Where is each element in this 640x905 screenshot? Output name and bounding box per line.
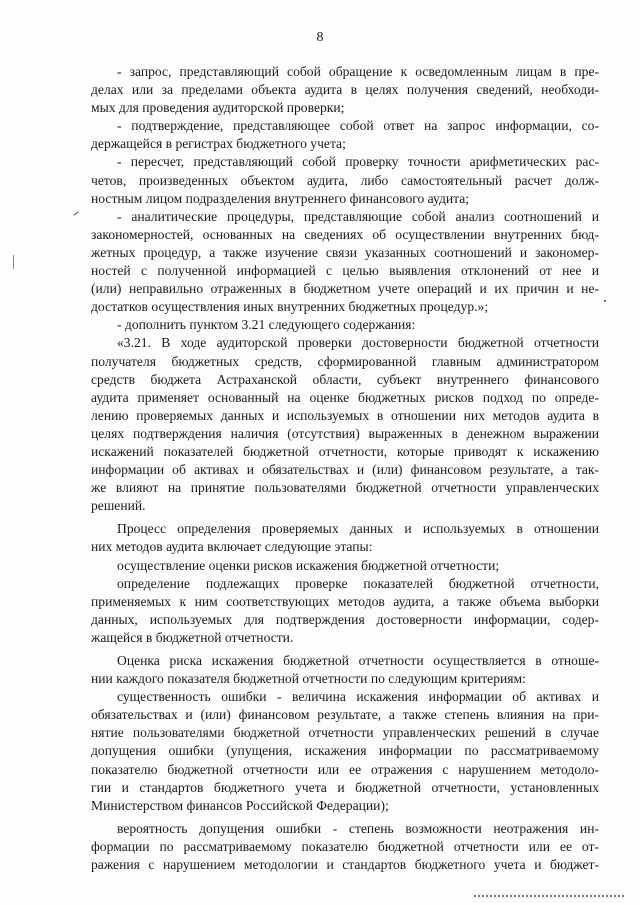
text-line: же влияют на принятие пользователями бюджетной отчетности управленческих (91, 480, 599, 496)
text-line: обязательствах и (или) финансовом результате, а также степень влияния на при- (91, 707, 599, 723)
text-line: Процесс определения проверяемых данных и используемых в отношении (117, 521, 599, 537)
paragraph (91, 520, 599, 556)
text-line: мых для проведения аудиторской проверки; (91, 100, 345, 116)
text-line: нятие пользователями бюджетной отчетности управленческих решений в случае (91, 725, 599, 741)
paragraph (91, 153, 599, 207)
margin-mark (604, 300, 606, 302)
text-line: показателю бюджетной отчетности или ее отражения с нарушением методоло- (91, 761, 599, 777)
text-line: средств бюджета Астраханской области, субъект внутреннего финансового (91, 371, 599, 387)
text-line: (или) неправильно отраженных в бюджетном учете операций и их причин и не- (91, 281, 599, 297)
text-line: осуществление оценки рисков искажения бюджетной отчетности; (117, 557, 500, 573)
paragraph (91, 63, 599, 117)
text-line: получателя бюджетных средств, сформированной главным администратором (91, 353, 599, 369)
text-line: целях подтверждения наличия (отсутствия) выраженных в денежном выражении (91, 425, 599, 441)
margin-mark (73, 211, 78, 215)
text-line: «3.21. В ходе аудиторской проверки достоверности бюджетной отчетности (117, 335, 599, 351)
text-line: Министерством финансов Российской Федерации); (91, 797, 389, 813)
text-line: существенность ошибки - величина искажения информации об активах и (117, 689, 599, 705)
text-line: - дополнить пунктом 3.21 следующего содержания: (117, 317, 416, 333)
text-line: информации об активах и обязательствах и (или) финансовом результате, а так- (91, 462, 599, 478)
text-line: четов, произведенных объектом аудита, либо самостоятельный расчет долж- (91, 172, 599, 188)
text-line: аудита применяет основанный на оценке бюджетных рисков подход по опреде- (91, 389, 599, 405)
text-line: ностей с полученной информацией с целью выявления отклонений от нее и (91, 263, 599, 279)
paragraph (91, 820, 599, 874)
paragraph (91, 652, 599, 688)
text-line: гии и стандартов бюджетного учета и бюджетной отчетности, установленных (91, 779, 599, 795)
text-line: определение подлежащих проверке показателей бюджетной отчетности, (117, 575, 599, 591)
text-line: держащейся в регистрах бюджетного учета; (91, 136, 346, 152)
text-line: делах или за пределами объекта аудита в целях получения сведений, необходи- (91, 82, 599, 98)
text-line: ражения с нарушением методологии и стандартов бюджетного учета и бюджет- (91, 857, 599, 873)
text-line: жетных процедур, а также изучение связи указанных соотношений и закономер- (91, 244, 599, 260)
text-line: вероятность допущения ошибки - степень возможности неотражения ин- (117, 820, 599, 836)
text-line: ностным лицом подразделения внутреннего финансового аудита; (91, 190, 470, 206)
document-body (91, 63, 599, 874)
text-line: жащейся в бюджетной отчетности. (91, 629, 294, 645)
text-line: закономерностей, основанных на сведениях об осуществлении внутренних бюд- (91, 226, 599, 242)
text-line: Оценка риска искажения бюджетной отчетности осуществляется в отноше- (117, 653, 599, 668)
text-line: решений. (91, 498, 146, 514)
text-line: применяемых к ним соответствующих методов аудита, а также объема выборки (91, 593, 599, 609)
paragraph (91, 117, 599, 153)
margin-mark (13, 255, 14, 269)
paragraph (91, 208, 599, 317)
paragraph (91, 557, 599, 575)
paragraph (91, 575, 599, 647)
text-line: формации по рассматриваемому показателю бюджетной отчетности или ее от- (91, 838, 599, 854)
text-line: - запрос, представляющий собой обращение к осведомленным лицам в пре- (117, 64, 599, 79)
text-line: лению проверяемых данных и используемых в отношении них методов аудита в (91, 407, 599, 423)
paragraph (91, 316, 599, 334)
paragraph (91, 334, 599, 515)
text-line: - пересчет, представляющий собой проверку точности арифметических рас- (117, 154, 599, 170)
page-number: 8 (316, 30, 324, 45)
text-line: достатков осуществления иных внутренних бюджетных процедур.»; (91, 299, 489, 315)
footer-dotted-line (474, 895, 624, 897)
text-line: данных, используемых для подтверждения достоверности информации, содер- (91, 611, 599, 627)
text-line: искажений показателей бюджетной отчетности, которые приводят к искажению (91, 443, 599, 459)
text-line: - подтверждение, представляющее собой ответ на запрос информации, со- (117, 118, 599, 134)
text-line: них методов аудита включает следующие этапы: (91, 539, 373, 555)
text-line: допущения ошибки (упущения, искажения информации по рассматриваемому (91, 743, 599, 759)
text-line: нии каждого показателя бюджетной отчетности по следующим критериям: (91, 671, 526, 687)
text-line: - аналитические процедуры, представляющие собой анализ соотношений и (117, 208, 599, 224)
paragraph (91, 688, 599, 815)
